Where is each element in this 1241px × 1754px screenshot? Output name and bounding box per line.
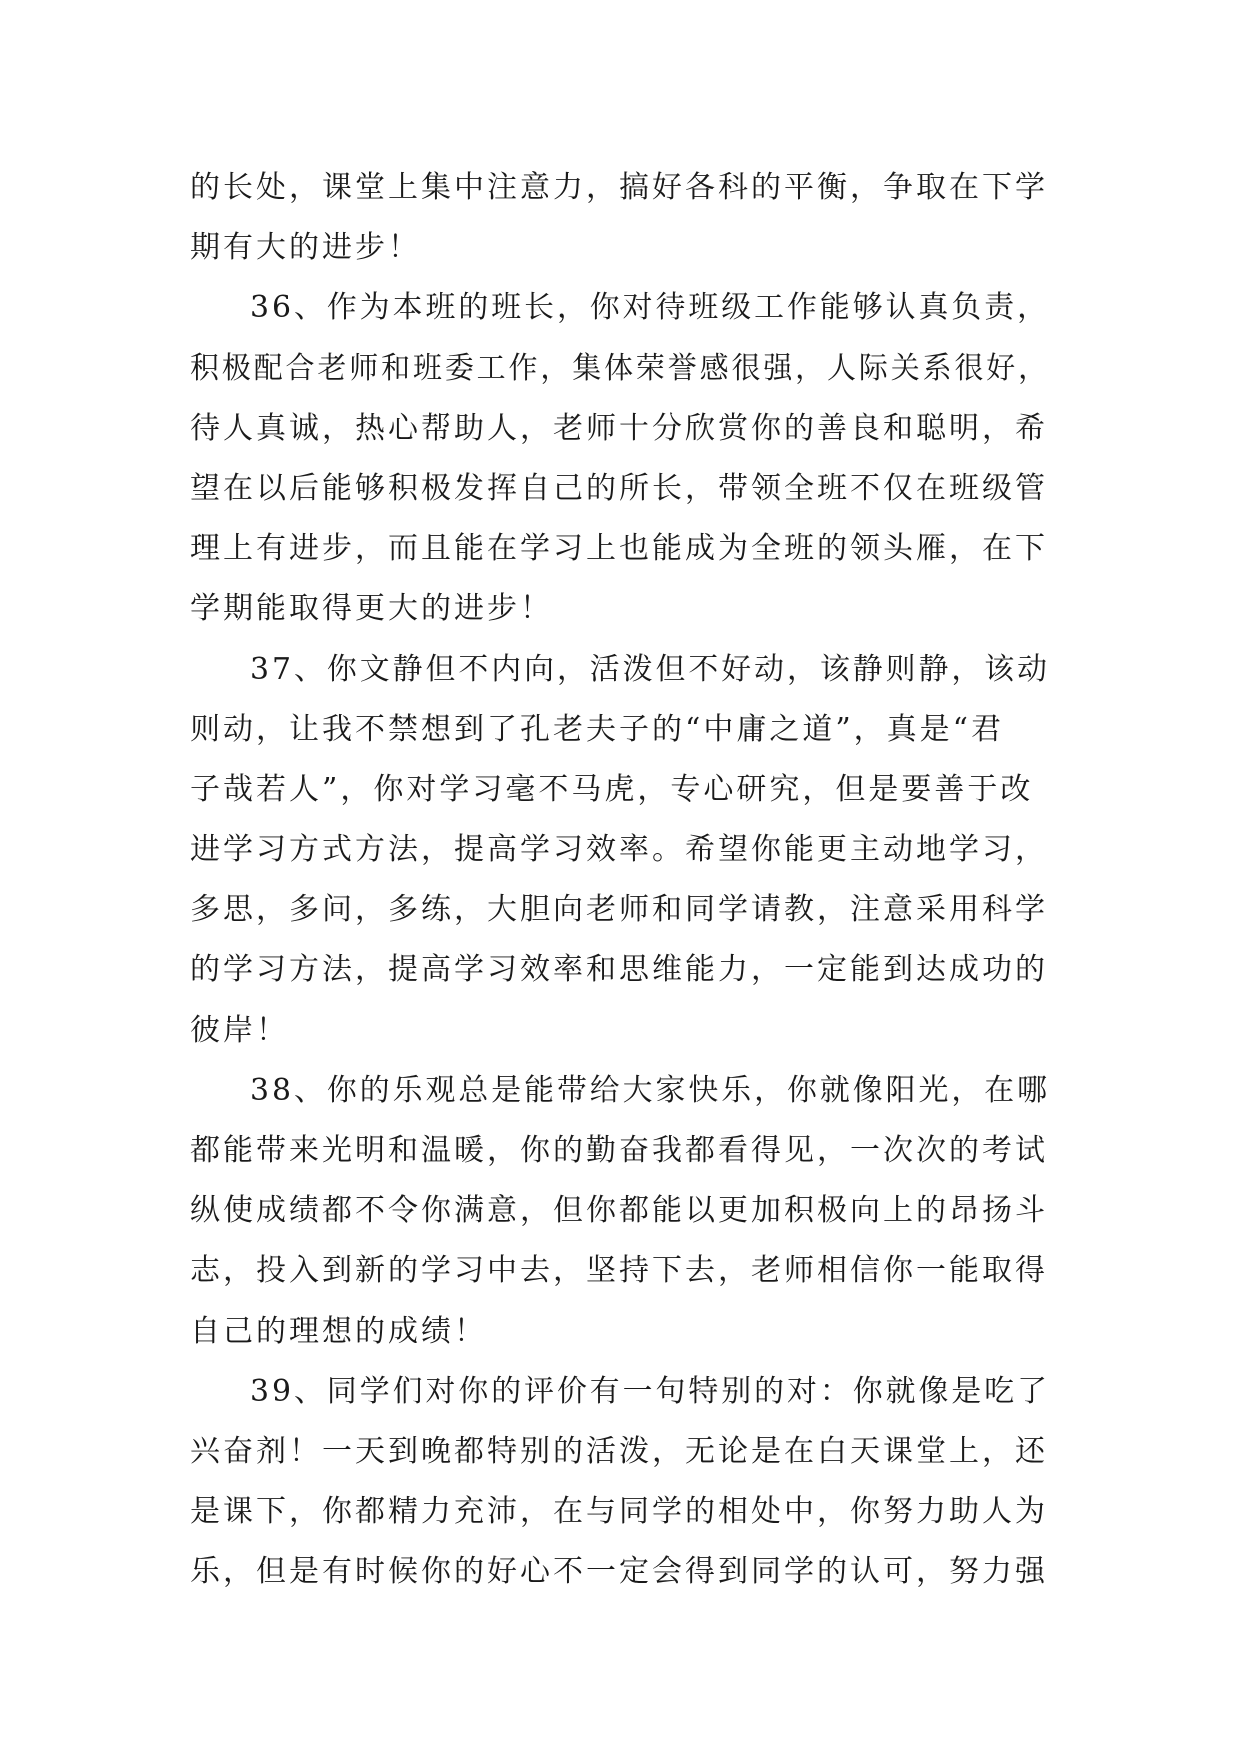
text-line: 乐，但是有时候你的好心不一定会得到同学的认可，努力强: [190, 1554, 1048, 1590]
text-line: 理上有进步，而且能在学习上也能成为全班的领头雁，在下: [190, 531, 1048, 567]
text-line: 36、作为本班的班长，你对待班级工作能够认真负责，: [250, 290, 1050, 326]
text-line: 则动，让我不禁想到了孔老夫子的“中庸之道”，真是“君: [190, 711, 1005, 747]
text-line: 积极配合老师和班委工作，集体荣誉感很强，人际关系很好，: [190, 350, 1050, 386]
text-line: 期有大的进步！: [190, 230, 421, 266]
text-line: 的学习方法，提高学习效率和思维能力，一定能到达成功的: [190, 952, 1048, 988]
text-line: 进学习方式方法，提高学习效率。希望你能更主动地学习，: [190, 832, 1048, 868]
text-line: 子哉若人”，你对学习毫不马虎，专心研究，但是要善于改: [190, 771, 1034, 807]
text-line: 37、你文静但不内向，活泼但不好动，该静则静，该动: [250, 651, 1050, 687]
text-line: 自己的理想的成绩！: [190, 1313, 487, 1349]
text-line: 学期能取得更大的进步！: [190, 591, 553, 627]
text-line: 望在以后能够积极发挥自己的所长，带领全班不仅在班级管: [190, 470, 1048, 506]
text-line: 兴奋剂！一天到晚都特别的活泼，无论是在白天课堂上，还: [190, 1433, 1048, 1469]
text-line: 是课下，你都精力充沛，在与同学的相处中，你努力助人为: [190, 1494, 1048, 1530]
text-line: 志，投入到新的学习中去，坚持下去，老师相信你一能取得: [190, 1253, 1048, 1289]
text-line: 都能带来光明和温暖，你的勤奋我都看得见，一次次的考试: [190, 1133, 1048, 1168]
text-line: 待人真诚，热心帮助人，老师十分欣赏你的善良和聪明，希: [190, 410, 1048, 446]
text-line: 38、你的乐观总是能带给大家快乐，你就像阳光，在哪: [250, 1072, 1050, 1108]
text-line: 纵使成绩都不令你满意，但你都能以更加积极向上的昂扬斗: [190, 1193, 1048, 1229]
text-line: 的长处，课堂上集中注意力，搞好各科的平衡，争取在下学: [190, 170, 1048, 205]
document-body: [190, 158, 1050, 1603]
text-line: 多思，多问，多练，大胆向老师和同学请教，注意采用科学: [190, 892, 1048, 928]
text-line: 39、同学们对你的评价有一句特别的对：你就像是吃了: [250, 1373, 1050, 1409]
text-line: 彼岸！: [190, 1012, 289, 1048]
